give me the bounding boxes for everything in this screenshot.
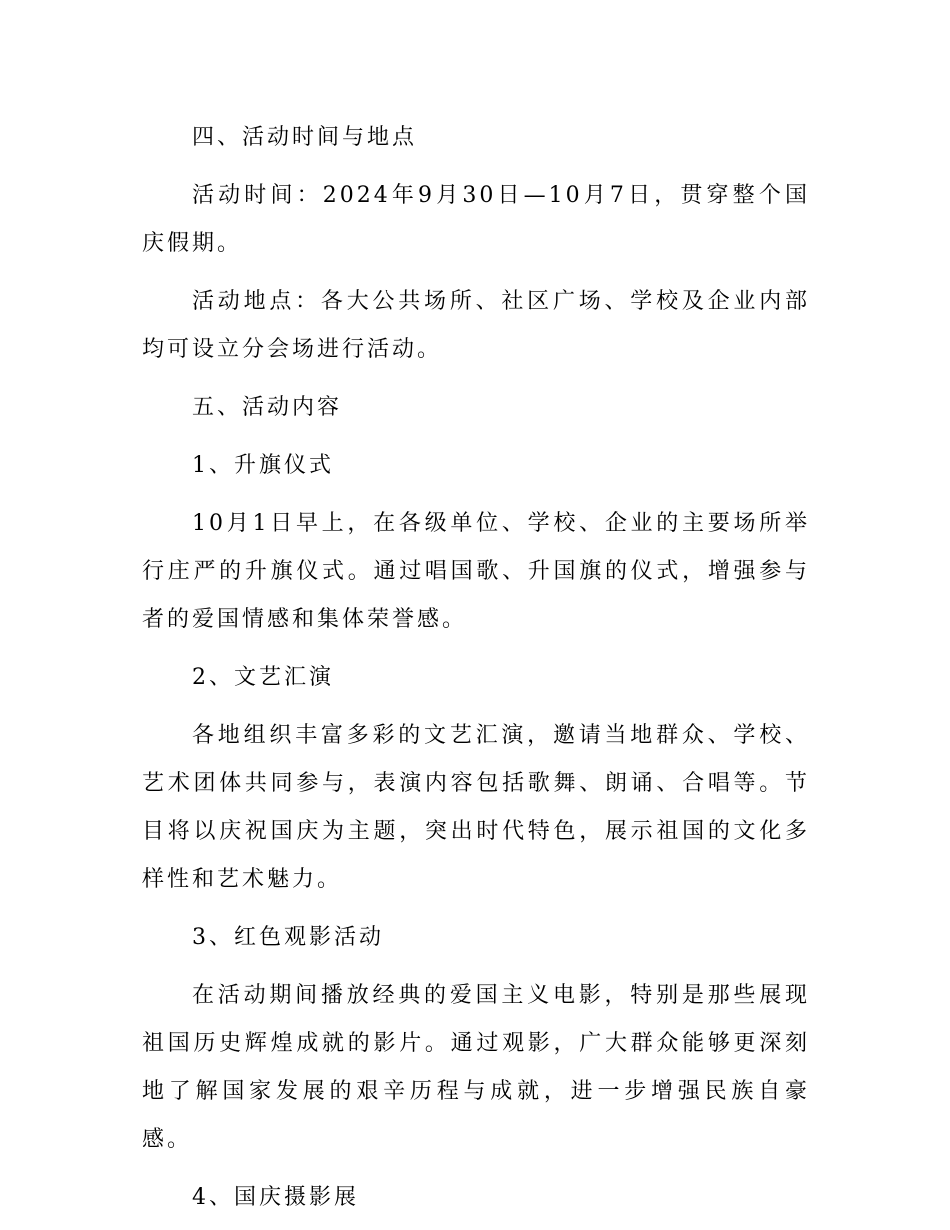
item-heading-film: 3、红色观影活动 [192,925,384,950]
document-body [142,114,810,1230]
section-heading-content: 五、活动内容 [192,395,343,420]
activity-location-paragraph: 活动地点：各大公共场所、社区广场、学校及企业内部均可设立分会场进行活动。 [142,289,810,362]
item-heading-photo-exhibition: 4、国庆摄影展 [192,1185,359,1210]
performance-paragraph: 各地组织丰富多彩的文艺汇演，邀请当地群众、学校、艺术团体共同参与，表演内容包括歌舞、朗诵、合唱等。节目将以庆祝国庆为主题，突出时代特色，展示祖国的文化多样性和艺术魅力。 [142,723,810,892]
item-heading-flag-ceremony: 1、升旗仪式 [192,453,334,478]
film-paragraph: 在活动期间播放经典的爱国主义电影，特别是那些展现祖国历史辉煌成就的影片。通过观影，广大群众能够更深刻地了解国家发展的艰辛历程与成就，进一步增强民族自豪感。 [142,983,810,1152]
item-heading-performance: 2、文艺汇演 [192,665,334,690]
flag-ceremony-paragraph: 10月1日早上，在各级单位、学校、企业的主要场所举行庄严的升旗仪式。通过唱国歌、升国旗的仪式，增强参与者的爱国情感和集体荣誉感。 [142,511,810,632]
activity-time-paragraph: 活动时间：2024年9月30日—10月7日，贯穿整个国庆假期。 [142,183,810,256]
section-heading-time-location: 四、活动时间与地点 [192,125,418,150]
